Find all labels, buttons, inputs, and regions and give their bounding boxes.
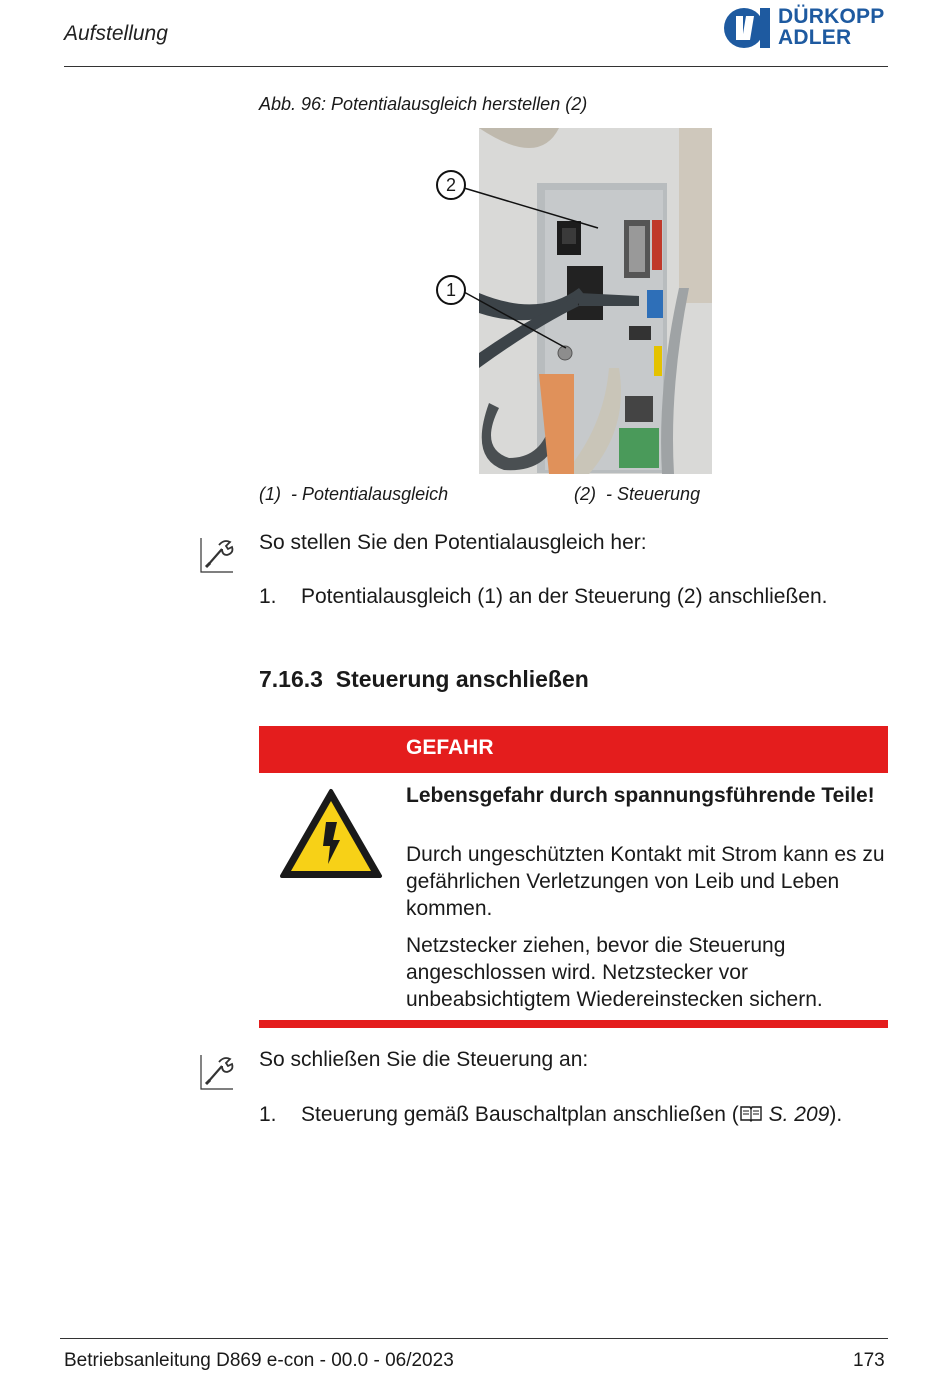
danger-header: [259, 726, 888, 773]
brand-logo: [722, 6, 892, 52]
logo-line2: ADLER: [778, 26, 852, 49]
step-2-end: ).: [829, 1103, 843, 1126]
header-divider: [64, 66, 888, 67]
step-2-text: [301, 1103, 842, 1127]
danger-label: GEFAHR: [406, 736, 494, 759]
danger-heading: Lebensgefahr durch spannungsführende Teile!: [406, 784, 875, 807]
callout-2: 2: [436, 170, 466, 200]
high-voltage-warning-icon: [279, 788, 383, 880]
legend-item-2: [574, 484, 700, 505]
logo-line1: DÜRKOPP: [778, 5, 885, 28]
step-1-num: 1.: [259, 585, 277, 608]
legend-num: (1): [259, 484, 281, 504]
wrench-icon: [200, 537, 234, 573]
logo-mark-icon: [722, 6, 774, 50]
callout-1: 1: [436, 275, 466, 305]
footer-page-number: 173: [853, 1350, 885, 1371]
step-2-num: 1.: [259, 1103, 277, 1126]
footer-document-info: Betriebsanleitung D869 e-con - 00.0 - 06/2023: [64, 1350, 454, 1371]
header-section-title: Aufstellung: [64, 22, 168, 45]
danger-footer-bar: [259, 1020, 888, 1028]
danger-text-2: Netzstecker ziehen, bevor die Steuerung angeschlossen wird. Netzstecker vor unbeabsichtigtem Wiedereinstecken sichern.: [406, 934, 823, 1011]
danger-text-1: Durch ungeschützten Kontakt mit Strom kann es zu gefährlichen Verletzungen von Leib und Leben kommen.: [406, 843, 885, 920]
footer-divider: [60, 1338, 888, 1339]
wrench-icon: [200, 1054, 234, 1090]
section-number: 7.16.3: [259, 666, 323, 692]
legend-text: - Potentialausgleich: [291, 484, 449, 504]
legend-text: - Steuerung: [606, 484, 701, 504]
book-icon: [739, 1104, 763, 1122]
instructions-intro-1: So stellen Sie den Potentialausgleich her:: [259, 531, 647, 554]
logo-text: [778, 6, 884, 48]
step-1-text: Potentialausgleich (1) an der Steuerung (2) anschließen.: [301, 585, 828, 608]
callout-leaders: [440, 170, 610, 370]
section-heading: [259, 666, 589, 693]
figure-caption: Abb. 96: Potentialausgleich herstellen (2): [259, 94, 588, 114]
instructions-intro-2: So schließen Sie die Steuerung an:: [259, 1048, 589, 1071]
legend-item-1: [259, 484, 448, 505]
page-reference-link[interactable]: S. 209: [768, 1103, 830, 1126]
legend-num: (2): [574, 484, 596, 504]
step-2-main: Steuerung gemäß Bauschaltplan anschließen (: [301, 1103, 739, 1126]
section-title: Steuerung anschließen: [335, 666, 589, 692]
